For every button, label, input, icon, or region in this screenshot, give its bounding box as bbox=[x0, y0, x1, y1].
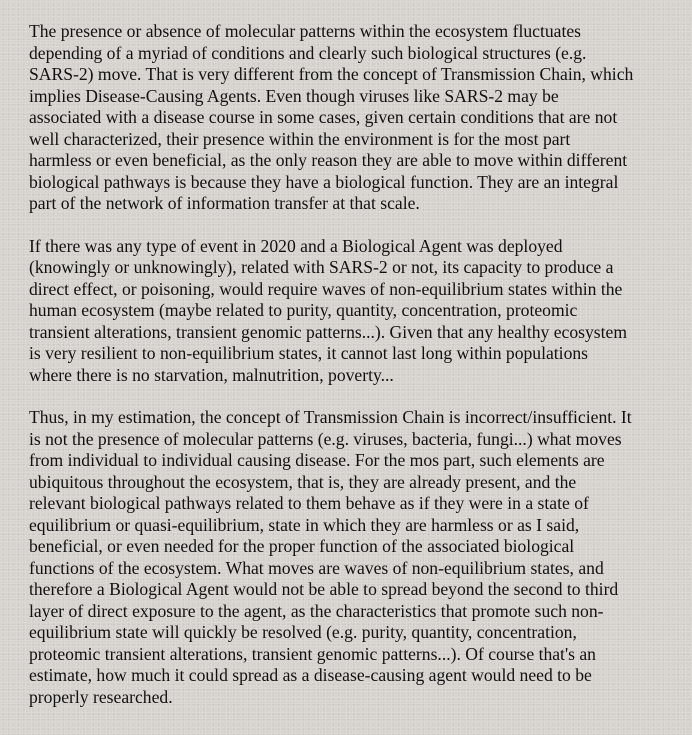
paragraph-3 bbox=[29, 407, 678, 708]
paragraph-2 bbox=[29, 236, 678, 387]
text-line: equilibrium state will quickly be resolved (e.g. purity, quantity, concentration, bbox=[29, 622, 577, 642]
text-line: biological pathways is because they have a biological function. They are an integral bbox=[29, 171, 619, 192]
paragraph-1 bbox=[29, 21, 678, 215]
text-line: harmless or even beneficial, as the only reason they are able to move within different bbox=[29, 150, 628, 170]
text-line: where there is no starvation, malnutrition, poverty... bbox=[29, 364, 394, 385]
text-line: equilibrium or quasi-equilibrium, state in which they are harmless or as I said, bbox=[29, 514, 580, 535]
text-line: implies Disease-Causing Agents. Even though viruses like SARS-2 may be bbox=[29, 85, 559, 106]
text-line: transient alterations, transient genomic patterns...). Given that any healthy ecosystem bbox=[29, 321, 628, 342]
text-line: If there was any type of event in 2020 and a Biological Agent was deployed bbox=[29, 235, 563, 256]
text-line: direct effect, or poisoning, would require waves of non-equilibrium states within the bbox=[29, 278, 623, 299]
text-line: associated with a disease course in some cases, given certain conditions that are not bbox=[29, 107, 618, 127]
text-line: proteomic transient alterations, transient genomic patterns...). Of course that's an bbox=[29, 643, 596, 664]
text-line: is very resilient to non-equilibrium states, it cannot last long within populations bbox=[29, 343, 589, 363]
text-line: beneficial, or even needed for the proper function of the associated biological bbox=[29, 536, 575, 556]
text-line: estimate, how much it could spread as a disease-causing agent would need to be bbox=[29, 665, 592, 685]
text-line: human ecosystem (maybe related to purity, quantity, concentration, proteomic bbox=[29, 300, 578, 320]
text-line: (knowingly or unknowingly), related with SARS-2 or not, its capacity to produce a bbox=[29, 257, 614, 277]
text-line: is not the presence of molecular patterns (e.g. viruses, bacteria, fungi...) what moves bbox=[29, 428, 622, 449]
text-line: functions of the ecosystem. What moves are waves of non-equilibrium states, and bbox=[29, 557, 604, 578]
text-line: layer of direct exposure to the agent, as the characteristics that promote such non- bbox=[29, 600, 604, 621]
text-line: depending of a myriad of conditions and clearly such biological structures (e.g. bbox=[29, 42, 587, 63]
text-line: relevant biological pathways related to them behave as if they were in a state of bbox=[29, 493, 589, 513]
text-line: ubiquitous throughout the ecosystem, that is, they are already present, and the bbox=[29, 471, 577, 492]
text-line: from individual to individual causing disease. For the mos part, such elements are bbox=[29, 450, 605, 470]
text-line: properly researched. bbox=[29, 686, 173, 707]
text-line: SARS-2) move. That is very different from the concept of Transmission Chain, which bbox=[29, 64, 634, 84]
text-line: well characterized, their presence within the environment is for the most part bbox=[29, 128, 571, 149]
text-line: therefore a Biological Agent would not be able to spread beyond the second to third bbox=[29, 579, 619, 599]
text-line: Thus, in my estimation, the concept of Transmission Chain is incorrect/insufficient. It bbox=[29, 407, 632, 427]
text-line: The presence or absence of molecular patterns within the ecosystem fluctuates bbox=[29, 21, 582, 41]
text-line: part of the network of information transfer at that scale. bbox=[29, 193, 420, 213]
